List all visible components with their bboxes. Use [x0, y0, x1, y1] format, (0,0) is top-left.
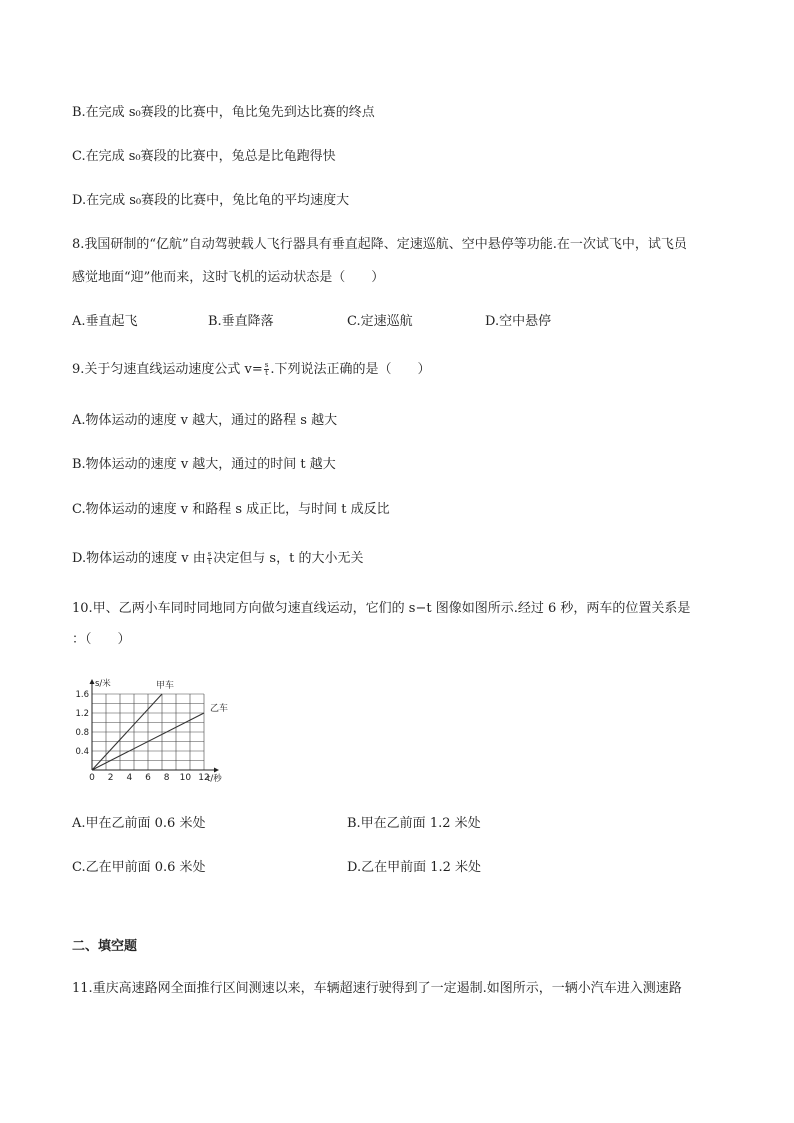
q9-formula-fraction — [264, 362, 270, 377]
x-tick-label: 6 — [145, 773, 151, 783]
q10-stem-line2: ：（ ） — [72, 632, 131, 647]
y-tick-label: 0.4 — [75, 747, 89, 757]
q10-option-a: A.甲在乙前面 0.6 米处 — [72, 816, 206, 831]
q9-stem-after: .下列说法正确的是（ ） — [270, 362, 431, 377]
x-tick-label: 4 — [126, 773, 133, 783]
q9-option-b: B.物体运动的速度 v 越大，通过的时间 t 越大 — [72, 457, 336, 472]
x-tick-label: 10 — [179, 773, 192, 783]
q8-stem-line1: 8.我国研制的“亿航”自动驾驶载人飞行器具有垂直起降、定速巡航、空中悬停等功能.在一次试飞中，试飞员 — [72, 237, 687, 252]
series-label: 甲车 — [156, 681, 175, 691]
fraction-numerator: s — [207, 550, 212, 558]
y-axis-arrow — [90, 679, 95, 684]
q8-option-c: C.定速巡航 — [347, 314, 413, 329]
q10-option-c: C.乙在甲前面 0.6 米处 — [72, 860, 206, 875]
q9-option-d-fraction — [207, 551, 213, 566]
x-tick-label: 8 — [163, 773, 170, 783]
q9-option-d — [72, 550, 363, 568]
y-tick-label: 0.8 — [75, 728, 89, 738]
y-tick-label: 1.6 — [75, 690, 89, 700]
q8-option-d: D.空中悬停 — [485, 314, 552, 329]
q9-stem-before: 9.关于匀速直线运动速度公式 v= — [72, 362, 263, 377]
q11-stem-line1: 11.重庆高速路网全面推行区间测速以来，车辆超速行驶得到了一定遏制.如图所示，一辆小汽车进入测速路 — [72, 981, 682, 996]
s-t-graph — [72, 674, 262, 789]
q9-option-d-after: 决定但与 s，t 的大小无关 — [213, 551, 364, 566]
x-axis-label: t/秒 — [207, 774, 222, 784]
q9-option-c: C.物体运动的速度 v 和路程 s 成正比，与时间 t 成反比 — [72, 502, 390, 517]
q9-option-d-before: D.物体运动的速度 v 由 — [72, 551, 206, 566]
q10-option-b: B.甲在乙前面 1.2 米处 — [347, 816, 481, 831]
x-tick-label: 0 — [89, 773, 95, 783]
q7-option-c: C.在完成 s₀赛段的比赛中，兔总是比龟跑得快 — [72, 149, 336, 164]
fraction-denominator: t — [208, 558, 211, 566]
x-tick-label: 2 — [107, 773, 114, 783]
x-axis-arrow — [214, 768, 219, 773]
q8-option-b: B.垂直降落 — [208, 314, 274, 329]
y-axis-label: s/米 — [95, 679, 111, 689]
q7-option-d: D.在完成 s₀赛段的比赛中，兔比龟的平均速度大 — [72, 193, 350, 208]
q8-stem-line2: 感觉地面“迎”他而来，这时飞机的运动状态是（ ） — [72, 270, 385, 285]
q10-option-d: D.乙在甲前面 1.2 米处 — [347, 860, 482, 875]
q10-stem-line1: 10.甲、乙两小车同时同地同方向做匀速直线运动，它们的 s−t 图像如图所示.经过 6 秒，两车的位置关系是 — [72, 601, 691, 616]
q9-stem — [72, 361, 431, 379]
section-title: 二、填空题 — [72, 939, 138, 954]
fraction-numerator: s — [264, 361, 269, 369]
x-tick-label: 12 — [198, 773, 210, 783]
fraction-denominator: t — [265, 369, 268, 377]
q9-option-a: A.物体运动的速度 v 越大，通过的路程 s 越大 — [72, 413, 338, 428]
series-label: 乙车 — [210, 704, 229, 714]
q7-option-b: B.在完成 s₀赛段的比赛中，龟比兔先到达比赛的终点 — [72, 105, 375, 120]
q8-option-a: A.垂直起飞 — [72, 314, 138, 329]
y-tick-label: 1.2 — [75, 709, 89, 719]
